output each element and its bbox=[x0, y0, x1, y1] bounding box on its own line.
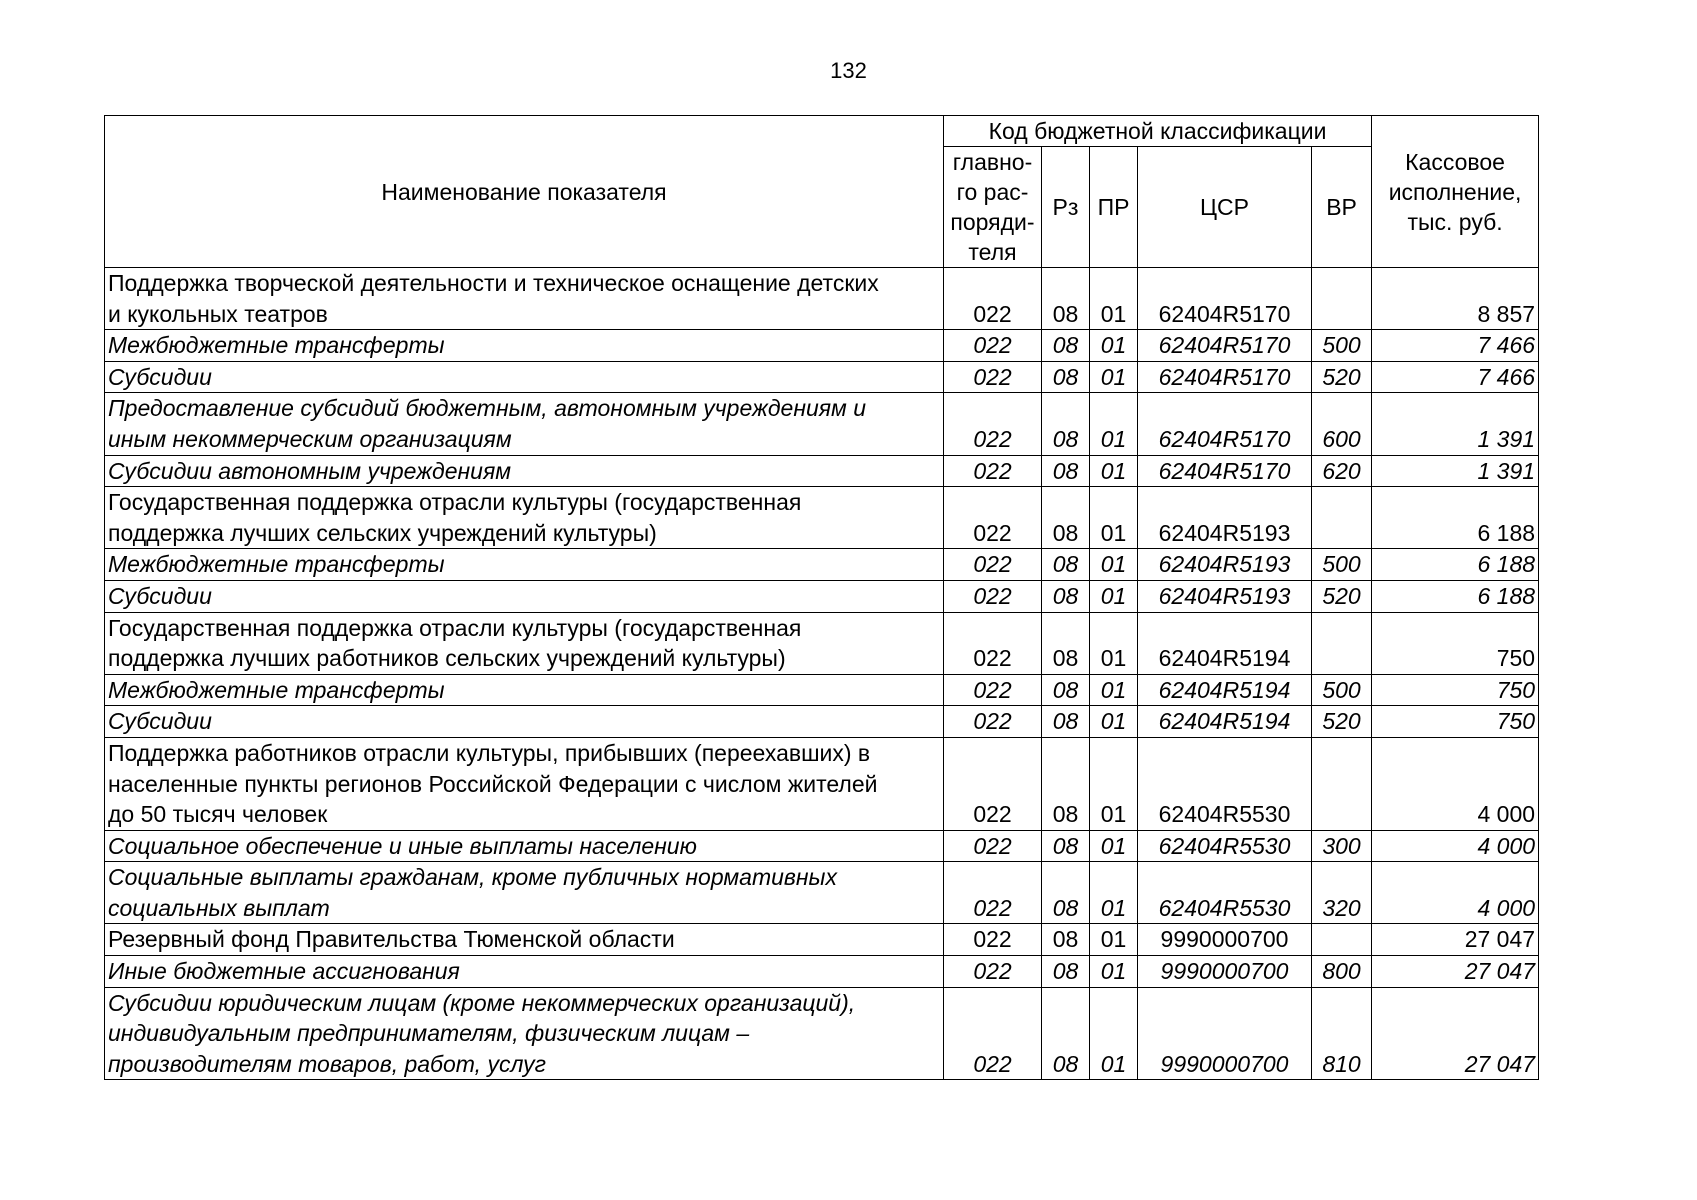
header-rz: Рз bbox=[1042, 147, 1090, 268]
row-vr bbox=[1312, 487, 1372, 549]
header-gr-line: теля bbox=[968, 239, 1017, 265]
row-vr: 500 bbox=[1312, 549, 1372, 581]
row-rz: 08 bbox=[1042, 830, 1090, 862]
row-name-line: Субсидии bbox=[108, 708, 212, 735]
row-name bbox=[105, 706, 944, 738]
table-row bbox=[105, 674, 1539, 706]
row-vr bbox=[1312, 612, 1372, 674]
table-row bbox=[105, 737, 1539, 830]
row-name-line: Государственная поддержка отрасли культуры (государственная bbox=[108, 489, 802, 516]
row-pr: 01 bbox=[1090, 361, 1138, 393]
row-vr: 520 bbox=[1312, 580, 1372, 612]
row-name-line: Субсидии юридическим лицам (кроме некоммерческих организаций), bbox=[108, 989, 856, 1016]
row-name-line: Межбюджетные трансферты bbox=[108, 676, 445, 703]
row-name bbox=[105, 580, 944, 612]
row-name-line: и кукольных театров bbox=[108, 300, 328, 327]
row-name bbox=[105, 924, 944, 956]
row-name-line: социальных выплат bbox=[108, 894, 330, 921]
row-gr: 022 bbox=[944, 674, 1042, 706]
row-rz: 08 bbox=[1042, 549, 1090, 581]
row-name-line: Предоставление субсидий бюджетным, автономным учреждениям и bbox=[108, 395, 867, 422]
row-vr: 300 bbox=[1312, 830, 1372, 862]
table-row bbox=[105, 830, 1539, 862]
header-gr-line: главно- bbox=[952, 149, 1033, 175]
row-name-line: до 50 тысяч человек bbox=[108, 801, 328, 828]
row-vr bbox=[1312, 737, 1372, 830]
row-name bbox=[105, 862, 944, 924]
header-name: Наименование показателя bbox=[105, 116, 944, 268]
row-csr: 62404R5170 bbox=[1138, 330, 1312, 362]
row-vr: 620 bbox=[1312, 455, 1372, 487]
row-pr: 01 bbox=[1090, 987, 1138, 1080]
row-amount: 1 391 bbox=[1372, 393, 1539, 455]
header-amount-line: исполнение, bbox=[1388, 178, 1522, 205]
table-row bbox=[105, 987, 1539, 1080]
table-row bbox=[105, 330, 1539, 362]
row-name bbox=[105, 361, 944, 393]
row-pr: 01 bbox=[1090, 487, 1138, 549]
row-amount: 8 857 bbox=[1372, 268, 1539, 330]
row-csr: 62404R5194 bbox=[1138, 674, 1312, 706]
row-name bbox=[105, 268, 944, 330]
row-name-line: поддержка лучших работников сельских учреждений культуры) bbox=[108, 645, 786, 672]
row-amount: 4 000 bbox=[1372, 830, 1539, 862]
row-gr: 022 bbox=[944, 330, 1042, 362]
row-rz: 08 bbox=[1042, 393, 1090, 455]
table-row bbox=[105, 549, 1539, 581]
row-amount: 6 188 bbox=[1372, 549, 1539, 581]
row-name-line: Межбюджетные трансферты bbox=[108, 551, 445, 578]
header-amount bbox=[1372, 116, 1539, 268]
row-gr: 022 bbox=[944, 956, 1042, 988]
row-pr: 01 bbox=[1090, 674, 1138, 706]
row-rz: 08 bbox=[1042, 330, 1090, 362]
row-pr: 01 bbox=[1090, 737, 1138, 830]
row-amount: 750 bbox=[1372, 612, 1539, 674]
row-name-line: Субсидии автономным учреждениям bbox=[108, 457, 512, 484]
table-header bbox=[105, 116, 1539, 268]
row-csr: 62404R5170 bbox=[1138, 455, 1312, 487]
table-row bbox=[105, 361, 1539, 393]
table-row bbox=[105, 612, 1539, 674]
row-gr: 022 bbox=[944, 393, 1042, 455]
row-name bbox=[105, 487, 944, 549]
row-vr: 500 bbox=[1312, 674, 1372, 706]
row-rz: 08 bbox=[1042, 706, 1090, 738]
row-gr: 022 bbox=[944, 924, 1042, 956]
row-name-line: Поддержка работников отрасли культуры, прибывших (переехавших) в bbox=[108, 739, 871, 766]
row-pr: 01 bbox=[1090, 393, 1138, 455]
row-gr: 022 bbox=[944, 487, 1042, 549]
table-row bbox=[105, 487, 1539, 549]
row-vr: 520 bbox=[1312, 706, 1372, 738]
header-gr-line: го рас- bbox=[956, 179, 1029, 205]
row-rz: 08 bbox=[1042, 268, 1090, 330]
row-vr: 320 bbox=[1312, 862, 1372, 924]
table-body bbox=[105, 268, 1539, 1080]
row-name-line: поддержка лучших сельских учреждений культуры) bbox=[108, 519, 657, 546]
row-name-line: производителям товаров, работ, услуг bbox=[108, 1050, 547, 1077]
row-csr: 62404R5530 bbox=[1138, 862, 1312, 924]
header-gr-line: поряди- bbox=[950, 209, 1035, 235]
row-name bbox=[105, 956, 944, 988]
row-name-line: населенные пункты регионов Российской Федерации с числом жителей bbox=[108, 770, 878, 797]
row-pr: 01 bbox=[1090, 862, 1138, 924]
row-csr: 62404R5170 bbox=[1138, 361, 1312, 393]
header-pr: ПР bbox=[1090, 147, 1138, 268]
row-pr: 01 bbox=[1090, 268, 1138, 330]
table-row bbox=[105, 706, 1539, 738]
row-rz: 08 bbox=[1042, 737, 1090, 830]
row-vr bbox=[1312, 268, 1372, 330]
table-row bbox=[105, 580, 1539, 612]
row-name bbox=[105, 393, 944, 455]
row-amount: 7 466 bbox=[1372, 361, 1539, 393]
row-gr: 022 bbox=[944, 361, 1042, 393]
row-csr: 62404R5194 bbox=[1138, 612, 1312, 674]
row-gr: 022 bbox=[944, 268, 1042, 330]
row-rz: 08 bbox=[1042, 924, 1090, 956]
row-csr: 9990000700 bbox=[1138, 987, 1312, 1080]
row-pr: 01 bbox=[1090, 549, 1138, 581]
row-name-line: Межбюджетные трансферты bbox=[108, 332, 445, 359]
row-amount: 750 bbox=[1372, 706, 1539, 738]
budget-execution-table bbox=[104, 115, 1539, 1080]
header-amount-line: тыс. руб. bbox=[1407, 208, 1503, 235]
table-row bbox=[105, 924, 1539, 956]
row-gr: 022 bbox=[944, 580, 1042, 612]
row-vr: 500 bbox=[1312, 330, 1372, 362]
header-amount-line: Кассовое bbox=[1405, 148, 1505, 175]
row-name bbox=[105, 455, 944, 487]
row-name-line: Иные бюджетные ассигнования bbox=[108, 958, 460, 985]
header-code-group: Код бюджетной классификации bbox=[944, 116, 1372, 147]
row-amount: 27 047 bbox=[1372, 987, 1539, 1080]
row-pr: 01 bbox=[1090, 706, 1138, 738]
row-name-line: Резервный фонд Правительства Тюменской области bbox=[108, 926, 675, 953]
row-name-line: Социальное обеспечение и иные выплаты населению bbox=[108, 832, 697, 859]
row-name-line: иным некоммерческим организациям bbox=[108, 425, 512, 452]
row-vr: 520 bbox=[1312, 361, 1372, 393]
row-csr: 62404R5193 bbox=[1138, 487, 1312, 549]
row-vr: 800 bbox=[1312, 956, 1372, 988]
row-name bbox=[105, 987, 944, 1080]
row-rz: 08 bbox=[1042, 956, 1090, 988]
row-rz: 08 bbox=[1042, 487, 1090, 549]
row-amount: 4 000 bbox=[1372, 737, 1539, 830]
row-amount: 750 bbox=[1372, 674, 1539, 706]
row-name bbox=[105, 549, 944, 581]
row-gr: 022 bbox=[944, 706, 1042, 738]
row-name-line: Социальные выплаты гражданам, кроме публичных нормативных bbox=[108, 864, 837, 891]
row-gr: 022 bbox=[944, 862, 1042, 924]
row-pr: 01 bbox=[1090, 956, 1138, 988]
row-csr: 9990000700 bbox=[1138, 956, 1312, 988]
row-vr bbox=[1312, 924, 1372, 956]
header-vr: ВР bbox=[1312, 147, 1372, 268]
table-row bbox=[105, 455, 1539, 487]
row-name bbox=[105, 612, 944, 674]
row-csr: 62404R5193 bbox=[1138, 580, 1312, 612]
row-gr: 022 bbox=[944, 549, 1042, 581]
row-amount: 1 391 bbox=[1372, 455, 1539, 487]
row-rz: 08 bbox=[1042, 987, 1090, 1080]
row-gr: 022 bbox=[944, 737, 1042, 830]
table-row bbox=[105, 956, 1539, 988]
row-pr: 01 bbox=[1090, 612, 1138, 674]
table-row bbox=[105, 268, 1539, 330]
row-name bbox=[105, 674, 944, 706]
row-rz: 08 bbox=[1042, 580, 1090, 612]
row-pr: 01 bbox=[1090, 455, 1138, 487]
row-csr: 62404R5193 bbox=[1138, 549, 1312, 581]
row-rz: 08 bbox=[1042, 361, 1090, 393]
row-pr: 01 bbox=[1090, 924, 1138, 956]
row-amount: 27 047 bbox=[1372, 956, 1539, 988]
row-amount: 4 000 bbox=[1372, 862, 1539, 924]
row-amount: 6 188 bbox=[1372, 487, 1539, 549]
row-amount: 6 188 bbox=[1372, 580, 1539, 612]
row-gr: 022 bbox=[944, 830, 1042, 862]
row-csr: 62404R5170 bbox=[1138, 268, 1312, 330]
header-csr: ЦСР bbox=[1138, 147, 1312, 268]
row-rz: 08 bbox=[1042, 862, 1090, 924]
row-gr: 022 bbox=[944, 455, 1042, 487]
row-rz: 08 bbox=[1042, 455, 1090, 487]
row-csr: 62404R5194 bbox=[1138, 706, 1312, 738]
table-row bbox=[105, 862, 1539, 924]
page-number: 132 bbox=[830, 58, 867, 83]
row-csr: 62404R5530 bbox=[1138, 830, 1312, 862]
row-name-line: Поддержка творческой деятельности и техническое оснащение детских bbox=[108, 270, 879, 296]
row-amount: 27 047 bbox=[1372, 924, 1539, 956]
row-csr: 9990000700 bbox=[1138, 924, 1312, 956]
table-row bbox=[105, 393, 1539, 455]
row-name bbox=[105, 330, 944, 362]
row-csr: 62404R5530 bbox=[1138, 737, 1312, 830]
row-name-line: Субсидии bbox=[108, 363, 212, 390]
row-name-line: индивидуальным предпринимателям, физическим лицам – bbox=[108, 1020, 750, 1047]
header-gr bbox=[944, 147, 1042, 268]
row-gr: 022 bbox=[944, 987, 1042, 1080]
row-pr: 01 bbox=[1090, 830, 1138, 862]
row-rz: 08 bbox=[1042, 612, 1090, 674]
row-gr: 022 bbox=[944, 612, 1042, 674]
row-csr: 62404R5170 bbox=[1138, 393, 1312, 455]
row-rz: 08 bbox=[1042, 674, 1090, 706]
row-name-line: Государственная поддержка отрасли культуры (государственная bbox=[108, 614, 802, 641]
row-amount: 7 466 bbox=[1372, 330, 1539, 362]
row-name bbox=[105, 830, 944, 862]
row-name bbox=[105, 737, 944, 830]
row-vr: 810 bbox=[1312, 987, 1372, 1080]
row-vr: 600 bbox=[1312, 393, 1372, 455]
row-pr: 01 bbox=[1090, 580, 1138, 612]
row-pr: 01 bbox=[1090, 330, 1138, 362]
row-name-line: Субсидии bbox=[108, 582, 212, 609]
